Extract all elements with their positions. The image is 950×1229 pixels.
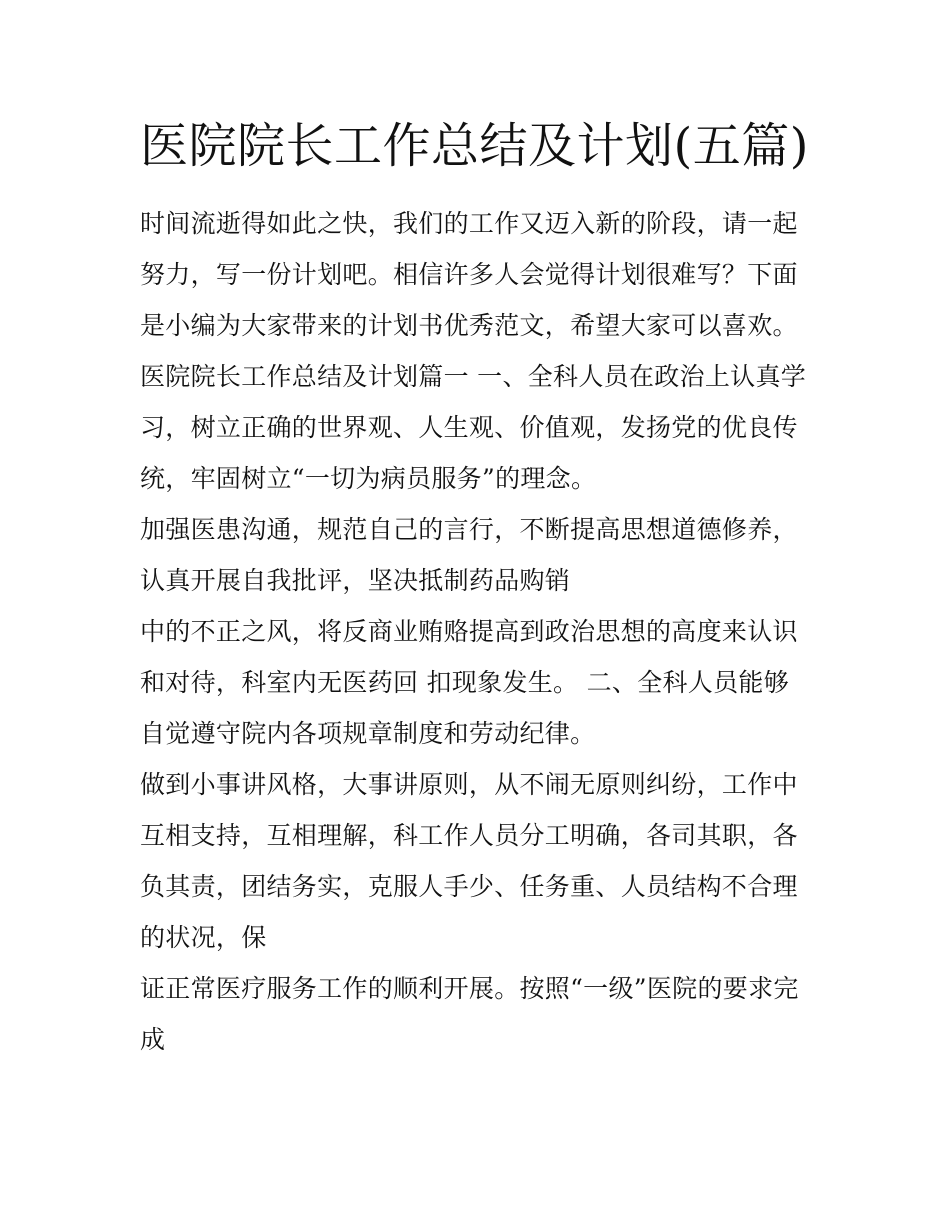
paragraph-section-one: 医院院长工作总结及计划篇一 一、全科人员在政治上认真学习，树立正确的世界观、人生观、价值观，发扬党的优良传统，牢固树立“一切为病员服务”的理念。 (140, 362, 807, 493)
paragraph-intro: 时间流逝得如此之快，我们的工作又迈入新的阶段，请一起努力，写一份计划吧。相信许多人会觉得计划很难写？下面是小编为大家带来的计划书优秀范文，希望大家可以喜欢。 (140, 209, 798, 340)
document-body (140, 114, 812, 1065)
paragraph-service: 证正常医疗服务工作的顺利开展。按照“一级”医院的要求完成 (140, 974, 799, 1054)
paragraph-communication: 加强医患沟通，规范自己的言行，不断提高思想道德修养，认真开展自我批评，坚决抵制药品购销 (140, 515, 798, 595)
paragraph-teamwork: 做到小事讲风格，大事讲原则，从不闹无原则纠纷，工作中互相支持，互相理解，科工作人员分工明确，各司其职，各负其责，团结务实，克服人手少、任务重、人员结构不合理的状况，保 (140, 770, 798, 952)
document-title: 医院院长工作总结及计划(五篇) (140, 118, 809, 174)
paragraph-anti-bribery: 中的不正之风，将反商业贿赂提高到政治思想的高度来认识和对待，科室内无医药回 扣现象发生。 二、全科人员能够自觉遵守院内各项规章制度和劳动纪律。 (140, 617, 798, 748)
